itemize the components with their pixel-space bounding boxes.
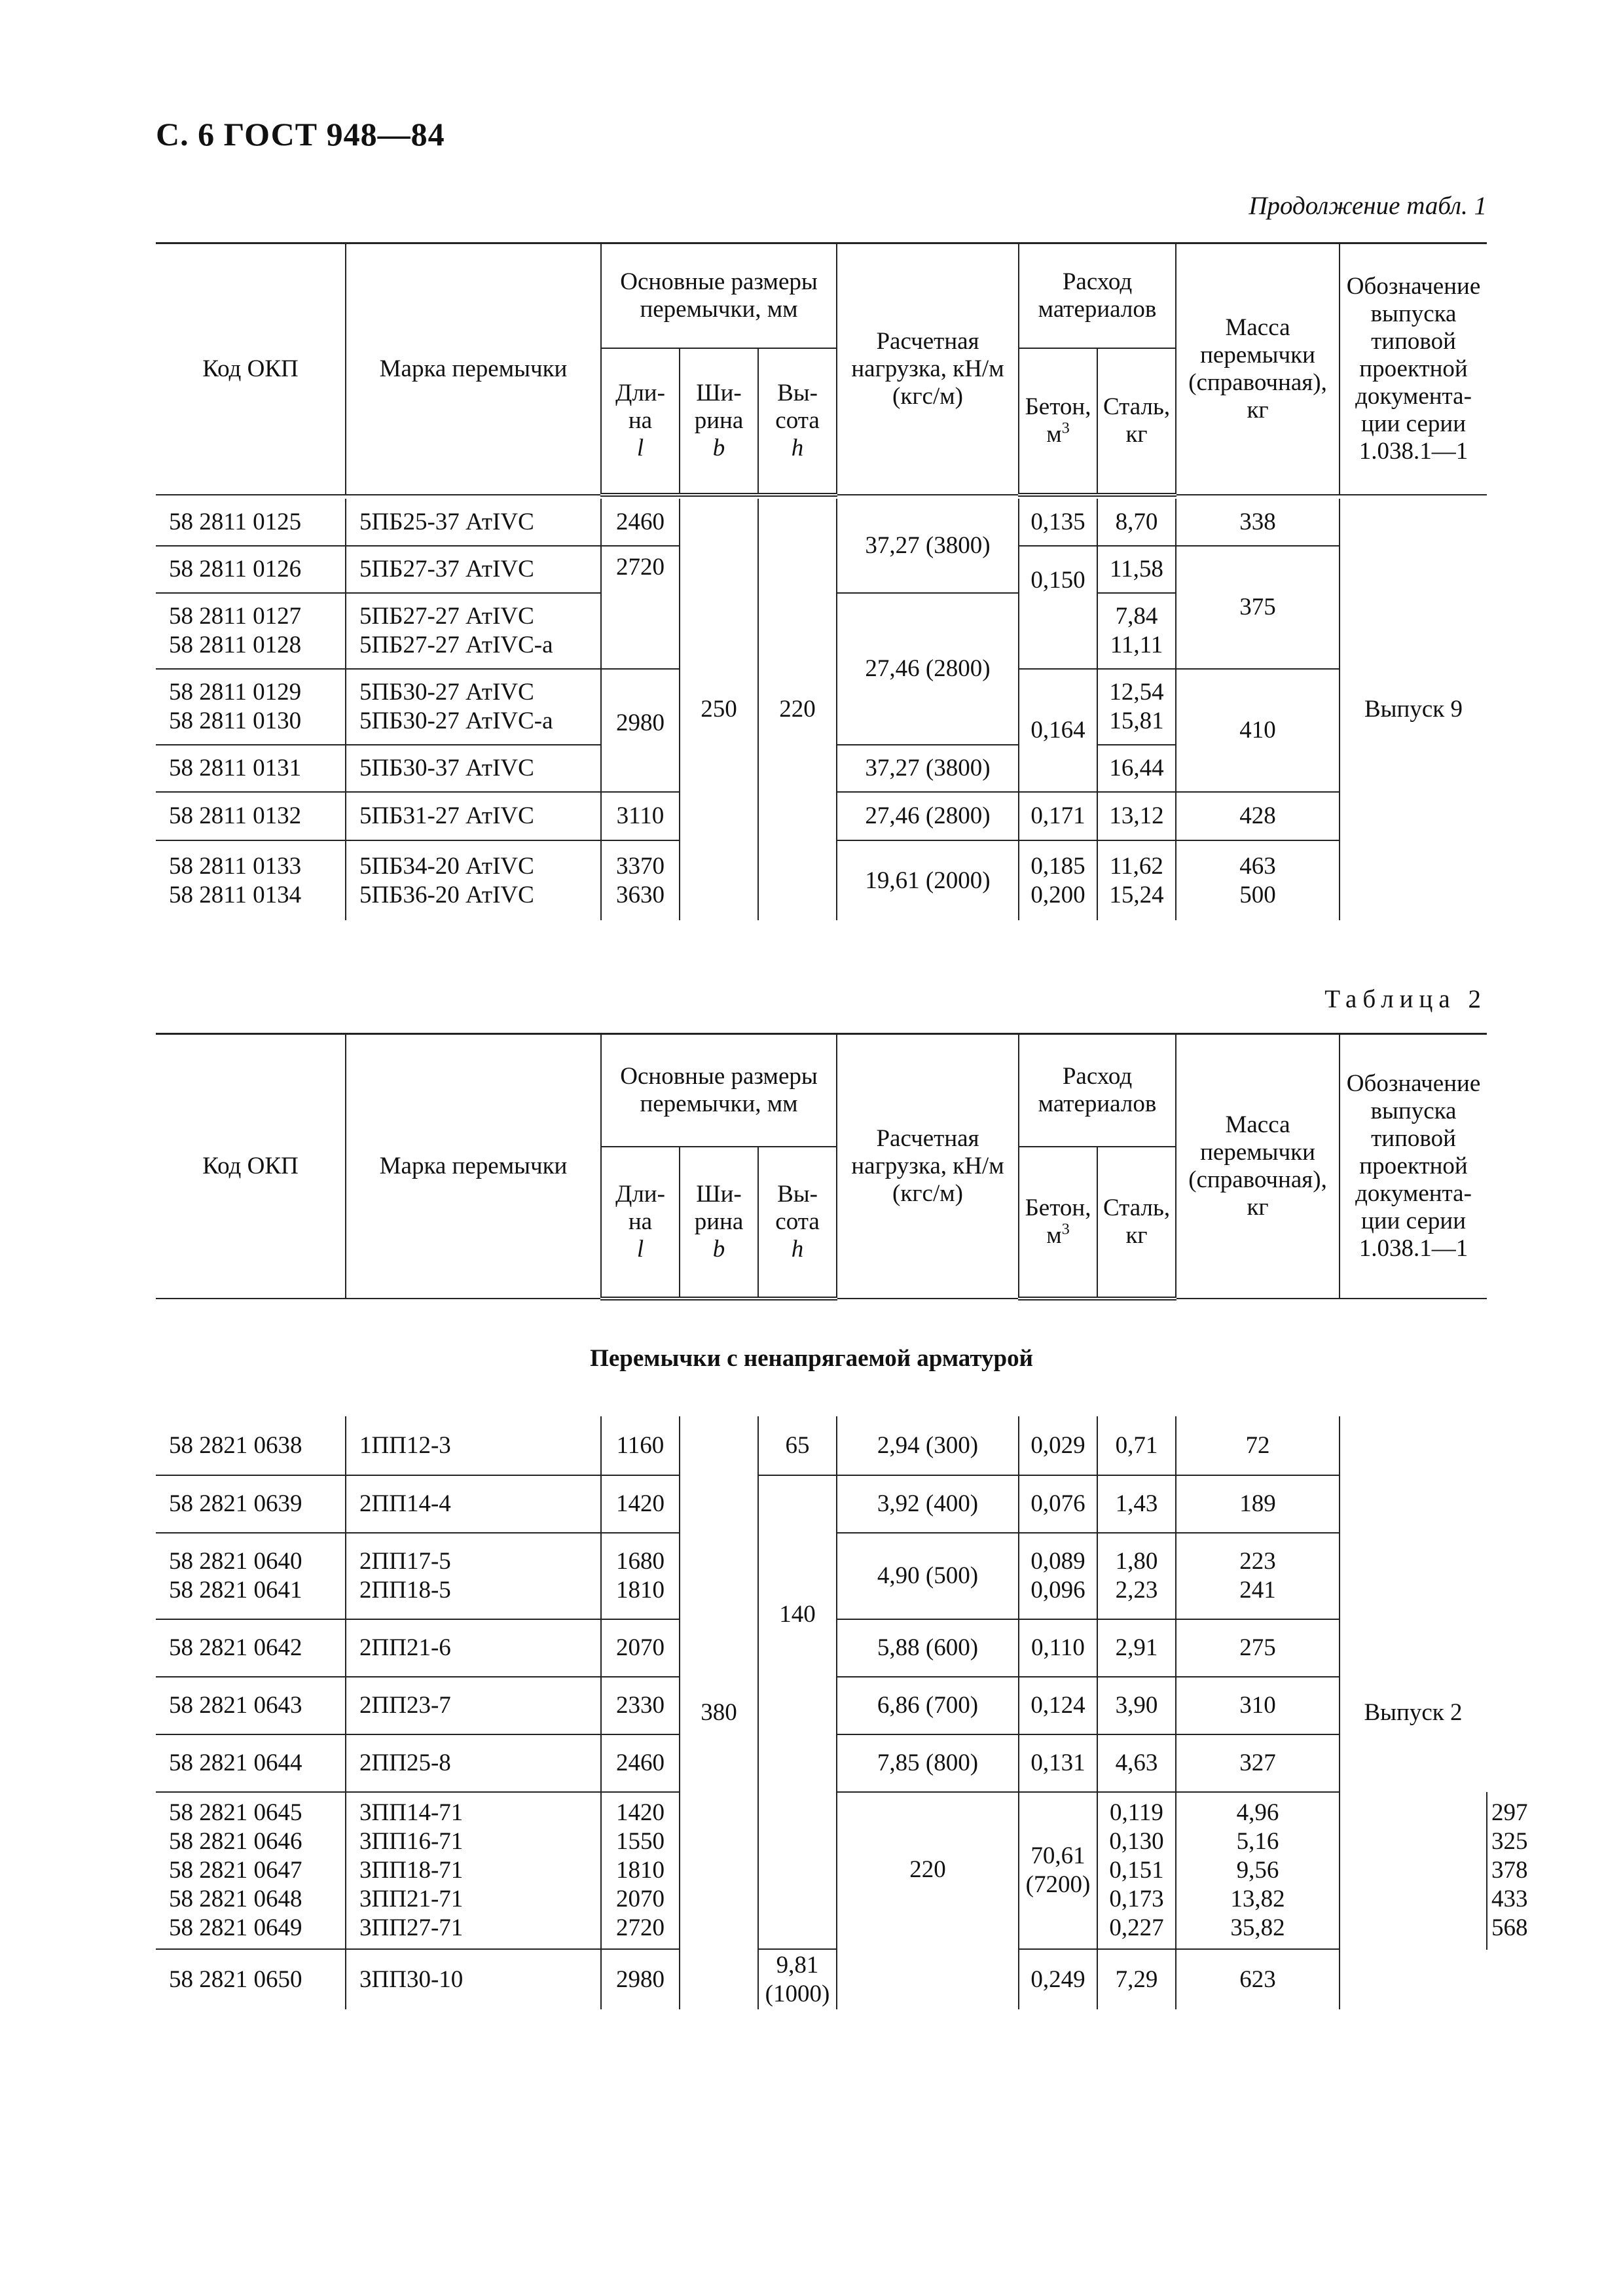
col-height: Вы- сота h — [758, 1147, 837, 1299]
table-cell: Выпуск 9 — [1340, 499, 1487, 920]
table-cell: 0,076 — [1019, 1475, 1097, 1533]
table-cell: 0,71 — [1097, 1416, 1176, 1475]
table-cell: 1,43 — [1097, 1475, 1176, 1533]
col-load: Расчетная нагрузка, кН/м (кгс/м) — [837, 243, 1019, 495]
table-cell: 1420 — [601, 1475, 680, 1533]
table-cell: 0,150 — [1019, 546, 1097, 669]
col-mark: Марка перемычки — [346, 1034, 601, 1299]
table-cell: 220 — [758, 499, 837, 920]
col-steel: Сталь, кг — [1097, 1147, 1176, 1299]
table1-body — [156, 499, 1487, 920]
table-cell: 19,61 (2000) — [837, 840, 1019, 920]
table-cell: 3ПП30-10 — [346, 1949, 601, 2009]
col-width: Ши- рина b — [680, 348, 758, 495]
table-cell: 70,61 (7200) — [1019, 1792, 1097, 1949]
table-cell: 4,96 5,16 9,56 13,82 35,82 — [1176, 1792, 1340, 1949]
table-cell: 58 2821 0642 — [156, 1619, 346, 1677]
table-cell: 58 2811 0126 — [156, 546, 346, 593]
table-cell: 11,62 15,24 — [1097, 840, 1176, 920]
col-series: Обозначение выпуска типовой проектной документа-ции серии 1.038.1—1 — [1340, 243, 1487, 495]
col-width: Ши- рина b — [680, 1147, 758, 1299]
col-series: Обозначение выпуска типовой проектной документа-ции серии 1.038.1—1 — [1340, 1034, 1487, 1299]
table-cell: 5ПБ30-27 АтIVС 5ПБ30-27 АтIVС-а — [346, 669, 601, 745]
table-cell: 1680 1810 — [601, 1533, 680, 1619]
col-dims: Основные размеры перемычки, мм — [601, 1034, 837, 1147]
table-cell: 27,46 (2800) — [837, 593, 1019, 745]
table-cell: 58 2811 0125 — [156, 499, 346, 546]
table-cell: 2980 — [601, 669, 680, 792]
page-header: С. 6 ГОСТ 948—84 — [156, 116, 445, 152]
table-cell: 1420 1550 1810 2070 2720 — [601, 1792, 680, 1949]
table-cell: 0,089 0,096 — [1019, 1533, 1097, 1619]
col-steel: Сталь, кг — [1097, 348, 1176, 495]
table-cell: 58 2811 0133 58 2811 0134 — [156, 840, 346, 920]
table-cell: 65 — [758, 1416, 837, 1475]
table-cell: 7,29 — [1097, 1949, 1176, 2009]
table-continuation-label: Продолжение табл. 1 — [1249, 192, 1487, 220]
col-length: Дли- на l — [601, 1147, 680, 1299]
table-cell: 2,94 (300) — [837, 1416, 1019, 1475]
table-cell: 12,54 15,81 — [1097, 669, 1176, 745]
table-cell: 1,80 2,23 — [1097, 1533, 1176, 1619]
table-cell: 0,124 — [1019, 1677, 1097, 1734]
table-cell: 140 — [758, 1475, 837, 1949]
table-cell: 13,12 — [1097, 792, 1176, 840]
table-cell: 37,27 (3800) — [837, 499, 1019, 593]
table-cell: 5ПБ34-20 АтIVС 5ПБ36-20 АтIVС — [346, 840, 601, 920]
table-cell: 8,70 — [1097, 499, 1176, 546]
col-code: Код ОКП — [156, 1034, 346, 1299]
table-cell: 0,131 — [1019, 1734, 1097, 1792]
table-cell: 2ПП23-7 — [346, 1677, 601, 1734]
table-cell: 6,86 (700) — [837, 1677, 1019, 1734]
table2-label: Таблица 2 — [1324, 985, 1487, 1013]
table-cell: 58 2821 0644 — [156, 1734, 346, 1792]
table-cell: 0,135 — [1019, 499, 1097, 546]
table-cell: 0,119 0,130 0,151 0,173 0,227 — [1097, 1792, 1176, 1949]
table-cell: Выпуск 2 — [1340, 1416, 1487, 2009]
table2-header — [156, 1033, 1487, 1300]
table-cell: 27,46 (2800) — [837, 792, 1019, 840]
col-length: Дли- на l — [601, 348, 680, 495]
table-cell: 5ПБ27-27 АтIVС 5ПБ27-27 АтIVС-а — [346, 593, 601, 669]
table-cell: 3370 3630 — [601, 840, 680, 920]
table-cell: 9,81 (1000) — [758, 1949, 837, 2009]
col-mark: Марка перемычки — [346, 243, 601, 495]
table-cell: 3,92 (400) — [837, 1475, 1019, 1533]
table-cell: 1ПП12-3 — [346, 1416, 601, 1475]
col-materials: Расход материалов — [1019, 243, 1176, 348]
table-cell: 72 — [1176, 1416, 1340, 1475]
table-cell: 58 2811 0132 — [156, 792, 346, 840]
table-cell: 189 — [1176, 1475, 1340, 1533]
col-mass: Масса перемычки (справочная), кг — [1176, 1034, 1340, 1299]
table-cell: 58 2811 0129 58 2811 0130 — [156, 669, 346, 745]
table-cell: 223 241 — [1176, 1533, 1340, 1619]
table-cell: 3ПП14-71 3ПП16-71 3ПП18-71 3ПП21-71 3ПП27-71 — [346, 1792, 601, 1949]
table-cell: 37,27 (3800) — [837, 745, 1019, 792]
col-dims: Основные размеры перемычки, мм — [601, 243, 837, 348]
table-cell: 58 2821 0638 — [156, 1416, 346, 1475]
table-cell: 0,029 — [1019, 1416, 1097, 1475]
table-cell: 58 2811 0131 — [156, 745, 346, 792]
table-cell: 2460 — [601, 499, 680, 546]
table-cell: 58 2821 0640 58 2821 0641 — [156, 1533, 346, 1619]
table-cell: 338 — [1176, 499, 1340, 546]
table-cell: 2ПП14-4 — [346, 1475, 601, 1533]
table-cell: 2330 — [601, 1677, 680, 1734]
table-cell: 4,90 (500) — [837, 1533, 1019, 1619]
table-cell: 310 — [1176, 1677, 1340, 1734]
table-cell: 4,63 — [1097, 1734, 1176, 1792]
table-cell: 5,88 (600) — [837, 1619, 1019, 1677]
table-cell: 0,110 — [1019, 1619, 1097, 1677]
table-cell: 463 500 — [1176, 840, 1340, 920]
section-title: Перемычки с ненапрягаемой арматурой — [590, 1345, 1033, 1372]
table-cell: 2980 — [601, 1949, 680, 2009]
col-mass: Масса перемычки (справочная), кг — [1176, 243, 1340, 495]
table-cell: 16,44 — [1097, 745, 1176, 792]
table-cell: 250 — [680, 499, 758, 920]
table-cell: 5ПБ27-37 АтIVС — [346, 546, 601, 593]
table-cell: 11,58 — [1097, 546, 1176, 593]
table-cell: 220 — [837, 1792, 1019, 2009]
table-cell: 2720 — [601, 546, 680, 669]
table-cell: 2,91 — [1097, 1619, 1176, 1677]
table-cell: 2ПП25-8 — [346, 1734, 601, 1792]
table-cell: 2ПП21-6 — [346, 1619, 601, 1677]
table-cell: 0,185 0,200 — [1019, 840, 1097, 920]
table-cell: 2460 — [601, 1734, 680, 1792]
col-height: Вы- сота h — [758, 348, 837, 495]
table-cell: 5ПБ25-37 АтIVС — [346, 499, 601, 546]
table-cell: 410 — [1176, 669, 1340, 792]
table-cell: 375 — [1176, 546, 1340, 669]
table-cell: 58 2821 0639 — [156, 1475, 346, 1533]
table-cell: 428 — [1176, 792, 1340, 840]
table-cell: 0,164 — [1019, 669, 1097, 792]
table-cell: 7,84 11,11 — [1097, 593, 1176, 669]
table-cell: 0,171 — [1019, 792, 1097, 840]
table-cell: 327 — [1176, 1734, 1340, 1792]
table-cell: 1160 — [601, 1416, 680, 1475]
table-cell: 275 — [1176, 1619, 1340, 1677]
table-cell: 58 2821 0645 58 2821 0646 58 2821 0647 58 2821 0648 58 2821 0649 — [156, 1792, 346, 1949]
table-cell: 3110 — [601, 792, 680, 840]
table-cell: 58 2811 0127 58 2811 0128 — [156, 593, 346, 669]
col-materials: Расход материалов — [1019, 1034, 1176, 1147]
table-cell: 2070 — [601, 1619, 680, 1677]
col-load: Расчетная нагрузка, кН/м (кгс/м) — [837, 1034, 1019, 1299]
table-cell: 58 2821 0650 — [156, 1949, 346, 2009]
col-concrete: Бетон, $м^3$ — [1019, 1147, 1097, 1299]
table-cell: 2ПП17-5 2ПП18-5 — [346, 1533, 601, 1619]
table-cell: 380 — [680, 1416, 758, 2009]
col-code: Код ОКП — [156, 243, 346, 495]
table-cell: 7,85 (800) — [837, 1734, 1019, 1792]
col-concrete: Бетон, $м^3$ — [1019, 348, 1097, 495]
table1-header — [156, 242, 1487, 497]
table-cell: 623 — [1176, 1949, 1340, 2009]
table2-body: 58 2821 0638 1ПП12-3 1160 380 65 2,94 (300) 0,029 0,71 72 Выпуск 2 58 2821 0639 2ПП14-4 1420 140 3,92 (400) 0,076 1,43 189 58 2821 0640 58 2821 0641 2ПП17-5 2ПП18-5 1680 1810 4,90 (500) 0,089 0,096 1,80 2,23 223 241 58 2821 0642 2ПП21-6 2070 5,88 (600) 0,110 2,91 275 58 2821 0643 2ПП23-7 2330 6,86 (700) 0,124 3,90 310 58 2821 0644 2ПП25-8 2460 7,85 (800) 0,131 4,63 327 58 2821 0645 58 2821 0646 58 2821 0647 58 2821 0648 58 2821 0649 3ПП14-71 3ПП16-71 3ПП18-71 3ПП21-71 3ПП27-71 1420 1550 1810 2070 2720 220 70,61 (7200) 0,119 0,130 0,151 0,173 0,227 4,96 5,16 9,56 13,82 35,82 297 325 378 433 568 58 2821 0650 3ПП30-10 2980 9,81 (1000) 0,249 7,29 623 — [156, 1416, 1487, 2009]
table-cell: 5ПБ30-37 АтIVС — [346, 745, 601, 792]
table-cell: 5ПБ31-27 АтIVС — [346, 792, 601, 840]
table-cell: 3,90 — [1097, 1677, 1176, 1734]
table-cell: 58 2821 0643 — [156, 1677, 346, 1734]
table-cell: 0,249 — [1019, 1949, 1097, 2009]
